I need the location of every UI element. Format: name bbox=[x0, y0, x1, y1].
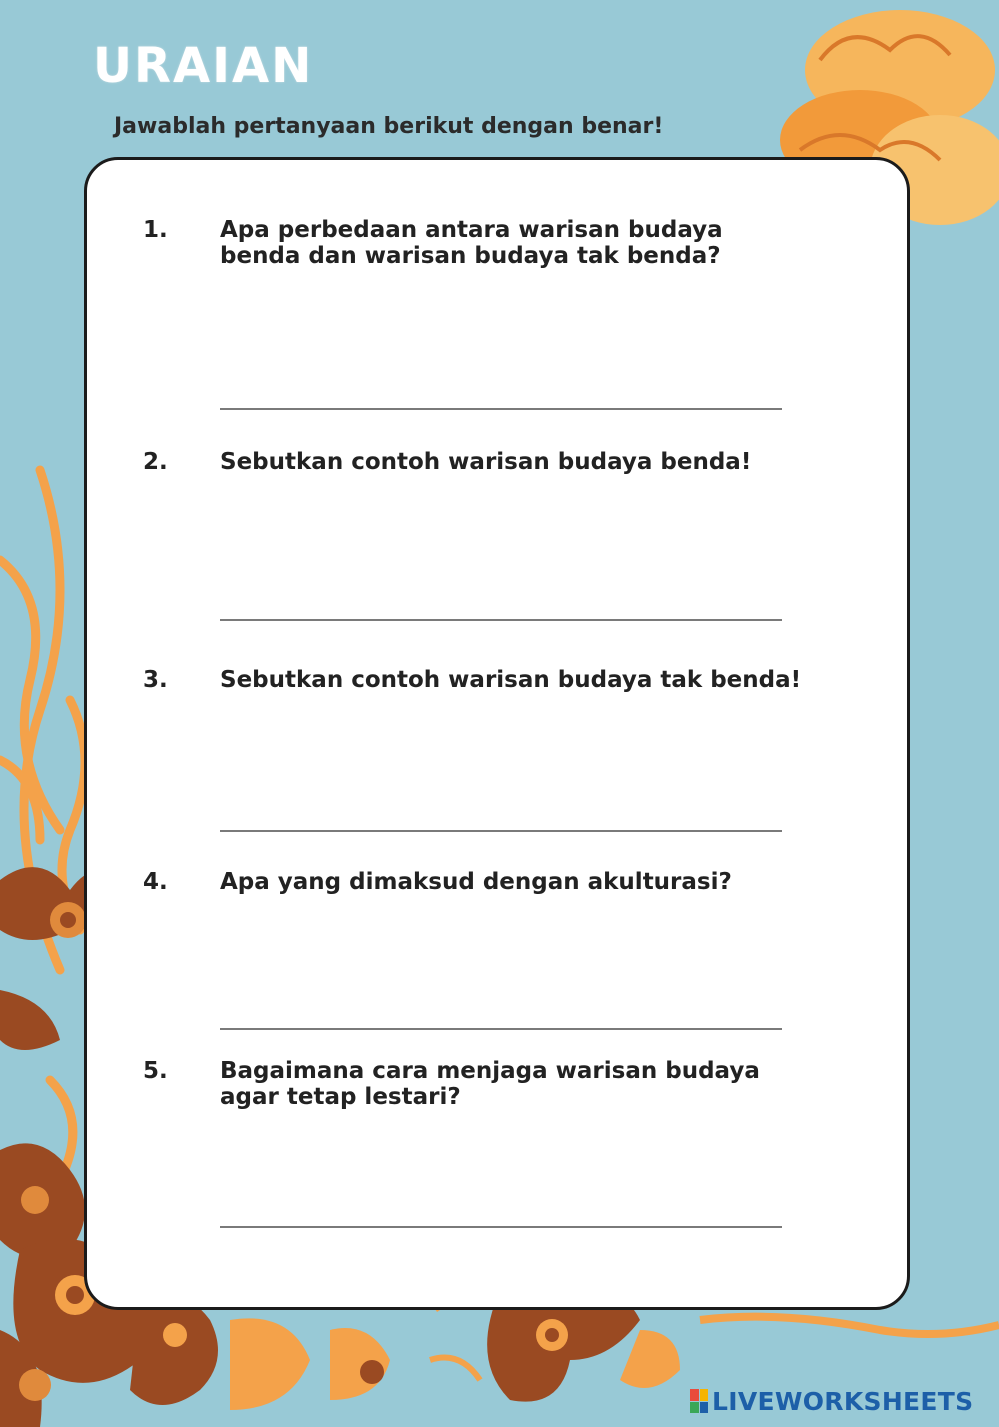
answer-line[interactable] bbox=[220, 619, 782, 621]
question-text: Apa perbedaan antara warisan budaya benda dan warisan budaya tak benda? bbox=[220, 217, 723, 269]
answer-line[interactable] bbox=[220, 408, 782, 410]
question-text: Apa yang dimaksud dengan akulturasi? bbox=[220, 869, 732, 895]
question-card bbox=[84, 157, 910, 1310]
question-number: 1. bbox=[143, 217, 168, 243]
question-number: 2. bbox=[143, 449, 168, 475]
vine-ornament-icon bbox=[0, 470, 85, 1180]
question-number: 3. bbox=[143, 667, 168, 693]
question-text: Bagaimana cara menjaga warisan budaya agar tetap lestari? bbox=[220, 1058, 760, 1110]
page-title: URAIAN bbox=[93, 38, 314, 94]
question-text: Sebutkan contoh warisan budaya tak benda! bbox=[220, 667, 802, 693]
instruction-text: Jawablah pertanyaan berikut dengan benar! bbox=[114, 114, 664, 139]
answer-line[interactable] bbox=[220, 1028, 782, 1030]
answer-line[interactable] bbox=[220, 1226, 782, 1228]
brand-text: LIVEWORKSHEETS bbox=[712, 1386, 974, 1416]
question-text: Sebutkan contoh warisan budaya benda! bbox=[220, 449, 752, 475]
liveworksheets-logo[interactable] bbox=[690, 1386, 973, 1416]
answer-line[interactable] bbox=[220, 830, 782, 832]
question-number: 5. bbox=[143, 1058, 168, 1084]
liveworksheets-badge-icon bbox=[690, 1389, 708, 1413]
question-number: 4. bbox=[143, 869, 168, 895]
